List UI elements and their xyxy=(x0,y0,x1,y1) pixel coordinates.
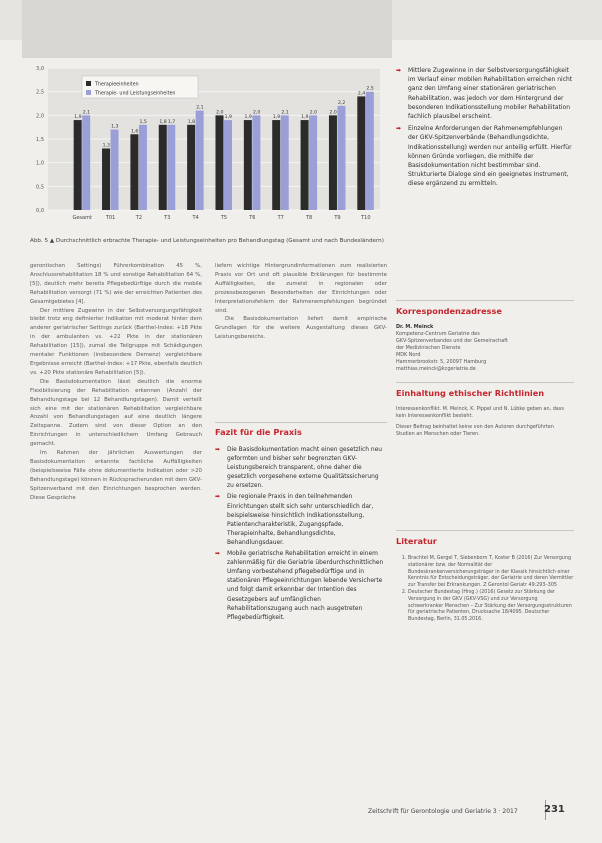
middle-paragraph: liefern wichtige Hintergrundinformationen zum realisierten Praxis vor Ort und oft plausible Erklärungen für bestimmte Auffälligkeiten, die zumeist in regionalen oder prozessbezogenen Besonderheiten der Einrichtungen oder Interpretationsfehlern der Rahmenempfehlungen begründet sind. xyxy=(215,263,387,314)
divider xyxy=(396,382,574,383)
bullet-text: Die Basisdokumentation macht einen gesetzlich neu geformten und bisher sehr begrenzten GKV-Leistungsbereich transparent, ohne daher die gesetzlich vorgesehene externe Qualitätssicherung zu ersetzen. xyxy=(227,447,382,490)
divider xyxy=(396,530,574,531)
section-heading-korrespondenz: Korrespondenzadresse xyxy=(396,306,502,316)
bullet-text: Einzelne Anforderungen der Rahmenempfehlungen der GKV-Spitzenverbände (Behandlungsdichte, Indikationsstellung) werden nur anteilig erfüllt. Hierfür können Gründe vorliegen, die mithilfe der Basisdokumentation nicht bestimmbar sind. Strukturierte Dialoge sind ein geeignetes Instrument, diese ergänzend zu ermitteln. xyxy=(408,125,572,188)
x-tick-label: T8 xyxy=(305,215,313,221)
x-tick-label: T7 xyxy=(277,215,284,221)
arrow-icon: ➡ xyxy=(396,125,402,133)
data-label: 1,8 xyxy=(187,119,196,125)
data-label: 2,4 xyxy=(357,91,366,97)
data-label: 1,9 xyxy=(301,115,309,121)
x-tick-label: T9 xyxy=(334,215,341,221)
data-label: 2,0 xyxy=(329,110,337,116)
literature-item: 1. Brachtel M, Gergel T, Siebenborn T, Koster B (2016) Zur Versorgung stationärer bzw. der Normalität der Bundeskrankenversicherungsträger in der Klassik hinsichtlich einer Kenntnis für Entscheidungsträger, der Geriatrie und deren Vermittler zur Transfer bei Erkrankungen. Z Gerontol Geriatr 49:293–305 xyxy=(408,556,574,590)
x-tick-label: T10 xyxy=(361,215,371,221)
bar xyxy=(366,92,374,210)
email-address: matthias.meinck@kcgeriatrie.de xyxy=(396,366,476,372)
data-label: 1,9 xyxy=(272,115,281,121)
bar xyxy=(224,120,232,210)
address-line: GKV-Spitzenverbandes und der Gemeinschaft xyxy=(396,338,508,344)
bullet-item xyxy=(215,550,387,623)
bullet-item xyxy=(215,446,387,491)
arrow-icon: ➡ xyxy=(215,447,220,453)
data-label: 1,5 xyxy=(139,119,147,125)
data-label: 2,0 xyxy=(309,110,318,116)
bar xyxy=(196,111,204,210)
bar xyxy=(281,115,289,210)
author-name: Dr. M. Meinck xyxy=(396,324,434,330)
y-tick-label: 0,0 xyxy=(36,208,44,214)
bar xyxy=(357,96,365,210)
page-number: 231 xyxy=(544,804,565,815)
data-label: 2,0 xyxy=(252,110,261,116)
bullet-text: Die regionale Praxis in den teilnehmenden Einrichtungen stellt sich sehr unterschiedlich dar, beispielsweise hinsichtlich Indikationsstellung, Patientencharakteristik, Zugangspfade, Therapieinhalte, Behandlungsdichte, Behandlungsdauer. xyxy=(227,494,374,546)
arrow-icon: ➡ xyxy=(215,494,220,501)
y-tick-label: 3,0 xyxy=(36,66,44,72)
data-label: 1,9 xyxy=(244,115,252,121)
fazit-list xyxy=(215,446,387,625)
y-tick-label: 2,5 xyxy=(36,89,44,96)
middle-column xyxy=(215,262,387,342)
address-line: Kompetenz-Centrum Geriatrie des xyxy=(396,331,480,337)
data-label: 1,7 xyxy=(167,119,176,125)
middle-paragraph: Die Basisdokumentation liefert damit empirische Grundlagen für die weitere Ausgestaltung dieses GKV-Leistungsbereichs. xyxy=(215,316,387,341)
data-label: 2,1 xyxy=(82,110,91,116)
x-tick-label: T4 xyxy=(192,215,199,221)
data-label: 2,1 xyxy=(281,110,289,116)
divider xyxy=(396,300,574,301)
y-tick-label: 1,0 xyxy=(36,160,44,167)
bar-chart xyxy=(28,62,388,232)
bullet-item xyxy=(396,124,574,188)
bar xyxy=(139,125,147,210)
x-tick-label: Gesamt xyxy=(72,215,92,221)
section-heading-literatur: Literatur xyxy=(396,536,437,546)
conflict-statement: Interessenkonflikt. M. Meinck, K. Pippel und N. Lübke geben an, dass kein Interessenkonflikt besteht. xyxy=(396,406,564,419)
data-label: 2,0 xyxy=(216,110,224,116)
data-label: 1,3 xyxy=(102,143,110,149)
bar xyxy=(272,120,280,210)
left-paragraph: Der mittlere Zugewinn in der Selbstversorgungsfähigkeit bleibt trotz eng definierter Indikation mit moderat hinter dem anderer geriatrischer Settings zurück (Barthel-Index: +18 Pkte in der ambulanten vs. +22 Pkte in der stationären Rehabilitation [15]), zumal die Teilgruppe mit Schädigungen mentaler Funktionen (insbesondere Demenz) vergleichbare Ergebnisse erreicht (Barthel-Index: +17 Pkte, ebenfalls deutlich vs. +20 Pkte stationäre Rehabilitation [5]). xyxy=(30,307,202,376)
data-label: 1,3 xyxy=(111,124,119,130)
bar xyxy=(329,115,337,210)
bullet-item xyxy=(396,66,574,121)
address-line: der Medizinischen Dienste xyxy=(396,345,461,351)
bar xyxy=(252,115,260,210)
y-tick-label: 1,5 xyxy=(36,137,44,143)
correspondence-address xyxy=(396,324,574,373)
right-bullet-list xyxy=(396,66,574,192)
arrow-icon: ➡ xyxy=(396,67,402,74)
data-label: 1,9 xyxy=(74,115,82,121)
legend-label: Therapieeinheiten xyxy=(95,82,139,88)
literature-list xyxy=(396,556,574,624)
section-heading-fazit: Fazit für die Praxis xyxy=(215,427,302,437)
address-line: Hammerbrookstr. 5, 20097 Hamburg xyxy=(396,359,487,365)
header-band xyxy=(22,0,392,58)
x-tick-label: T3 xyxy=(164,215,171,221)
address-line: MDK Nord xyxy=(396,352,421,358)
x-tick-label: T2 xyxy=(135,215,143,221)
bar xyxy=(309,115,317,210)
journal-footer: Zeitschrift für Gerontologie und Geriatrie 3 · 2017 xyxy=(368,808,518,815)
divider xyxy=(215,422,387,423)
left-paragraph: Im Rahmen der jährlichen Auswertungen der Basisdokumentation erkannte fachliche Auffälligkeiten (beispielsweise Fälle ohne dokumentierte Indikation oder >20 Behandlungstage) können in Rückspracherunden mit dem GKV-Spitzenverband mit den Einrichtungen besprochen werden. Diese Gespräche xyxy=(30,450,202,501)
data-label: 2,1 xyxy=(196,105,204,111)
data-label: 1,6 xyxy=(130,129,139,135)
bar xyxy=(82,115,90,210)
figure-caption: Abb. 5 ▲ Durchschnittlich erbrachte Therapie- und Leistungseinheiten pro Behandlungstag (Gesamt und nach Bundesländern) xyxy=(30,238,384,244)
x-tick-label: T01 xyxy=(105,215,116,221)
left-paragraph: Die Basisdokumentation lässt deutlich die enorme Flexibilisierung der Rehabilitation erkennen (Anzahl der Behandlungstage bei 12 Behandlungstagen). Damit verteilt sich eine mit der stationären Rehabilitation vergleichbare Anzahl von Behandlungstagen auf eine deutlich längere Zeitspanne. Zudem sind von dieser Option an den Einrichtungen in unterschiedlichem Umfang Gebrauch gemacht. xyxy=(30,378,202,448)
bar xyxy=(111,130,119,210)
bar xyxy=(167,125,175,210)
legend-label: Therapie- und Leistungseinheiten xyxy=(95,91,176,97)
bar xyxy=(215,115,223,210)
ethics-text xyxy=(396,406,574,438)
x-tick-label: T5 xyxy=(220,215,228,221)
data-label: 1,9 xyxy=(224,115,232,121)
y-tick-label: 2,0 xyxy=(36,113,44,120)
bar xyxy=(74,120,82,210)
legend-swatch xyxy=(86,81,91,86)
bullet-text: Mittlere Zugewinne in der Selbstversorgungsfähigkeit im Verlauf einer mobilen Rehabilitation erreichen nicht ganz den Umfang einer stationären geriatrischen Rehabilitation, was jedoch vor dem Hintergrund der besonderen Indikationsstellung mobiler Rehabilitation fachlich plausibel erscheint. xyxy=(408,67,573,121)
data-label: 2,5 xyxy=(366,86,374,92)
literature-item: 2. Deutscher Bundestag (Hrsg.) (2016) Gesetz zur Stärkung der Versorgung in der GKV (GKV-VSG) und zur Versorgung schwerkranker Menschen – Zur Stärkung der Versorgungsstrukturen für geriatrische Patienten, Drucksache 18/4095. Deutscher Bundestag, Berlin, 31.05.2016. xyxy=(408,590,574,624)
x-tick-label: T6 xyxy=(249,215,256,221)
left-paragraph: gerontischen Settings) Führerkombination 45 %, Anschlussrehabilitation 18 % und sonstige Rehabilitation 64 %, [5]), deutlich mehr bereits Pflegebedürftige durch die mobile Rehabilitation versorgt (71 %) wie der erreichten Patienten des Gesamtgebietes [4]. xyxy=(30,263,202,305)
bullet-item xyxy=(215,493,387,548)
bar xyxy=(102,148,110,210)
bar xyxy=(337,106,345,210)
y-tick-label: 0,5 xyxy=(36,184,44,191)
left-column xyxy=(30,262,202,502)
section-heading-ethik: Einhaltung ethischer Richtlinien xyxy=(396,388,545,398)
data-label: 1,8 xyxy=(159,119,167,125)
study-statement: Dieser Beitrag beinhaltet keine von den Autoren durchgeführten Studien an Menschen oder Tieren. xyxy=(396,424,554,437)
bullet-text: Mobile geriatrische Rehabilitation erreicht in einem zahlenmäßig für die Geriatrie überdurchschnittlichen Umfang vorbestehend pflegebedürftige und in stationären Pflegeeinrichtungen lebende Versicherte und folgt damit erkennbar der Intention des Gesetzgebers auf umfänglichen Rehabilitationszugang auch nach ausgetreten Pflegebedürftigkeit. xyxy=(227,551,384,621)
bar xyxy=(187,125,195,210)
arrow-icon: ➡ xyxy=(215,551,220,558)
bar xyxy=(130,134,138,210)
legend-swatch xyxy=(86,90,91,95)
bar xyxy=(244,120,252,210)
bar xyxy=(301,120,309,210)
data-label: 2,2 xyxy=(338,100,346,106)
bar xyxy=(159,125,167,210)
